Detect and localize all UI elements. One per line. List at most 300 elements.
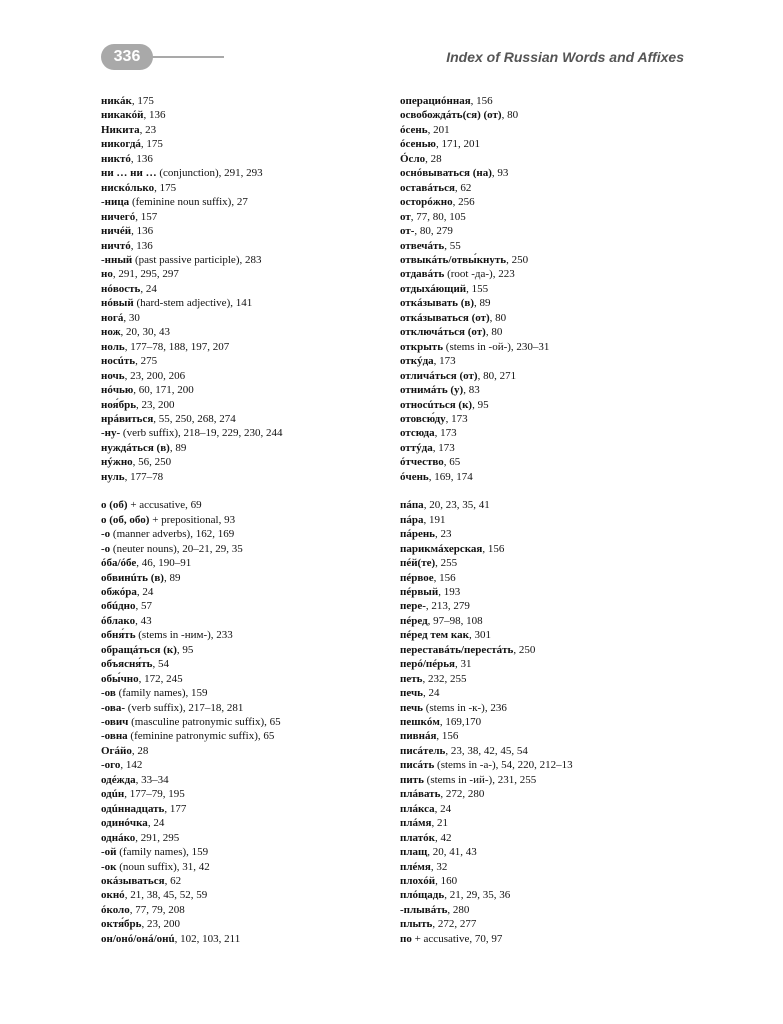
index-entry bbox=[101, 296, 371, 310]
index-entry bbox=[101, 123, 371, 137]
entry-references: (conjunction), 291, 293 bbox=[156, 167, 263, 180]
index-entry bbox=[101, 311, 371, 325]
index-entry bbox=[400, 296, 700, 310]
index-entry bbox=[101, 441, 371, 455]
entry-references: (stems in -а-), 54, 220, 212–13 bbox=[434, 759, 573, 772]
index-entry bbox=[101, 224, 371, 238]
headword: пéй(те) bbox=[400, 557, 436, 570]
index-entry bbox=[101, 369, 371, 383]
headword: -ок bbox=[101, 860, 117, 873]
index-entry bbox=[101, 210, 371, 224]
entry-references: , 33–34 bbox=[135, 773, 169, 786]
entry-references: , 89 bbox=[163, 571, 181, 584]
entry-references: , 93 bbox=[491, 167, 509, 180]
headword: пéрвый bbox=[400, 585, 439, 598]
index-entry bbox=[400, 787, 700, 801]
headword: обня́ть bbox=[101, 629, 136, 642]
index-entry bbox=[101, 643, 371, 657]
index-entry bbox=[400, 470, 700, 484]
entry-references: , 55 bbox=[444, 239, 461, 252]
index-entry bbox=[400, 585, 700, 599]
entry-references: , 173 bbox=[432, 441, 455, 454]
entry-references: , 95 bbox=[176, 643, 194, 656]
index-entry bbox=[101, 585, 371, 599]
index-entry bbox=[101, 787, 371, 801]
entry-references: , 177–79, 195 bbox=[124, 788, 185, 801]
header-rule bbox=[148, 56, 224, 58]
headword: óколо bbox=[101, 903, 130, 916]
page-number: 336 bbox=[101, 44, 153, 70]
headword: но bbox=[101, 268, 113, 281]
headword: платóк bbox=[400, 831, 435, 844]
headword: оснóвываться (на) bbox=[400, 167, 492, 180]
headword: операциóнная bbox=[400, 95, 471, 107]
entry-references: , 172, 245 bbox=[138, 672, 183, 685]
headword: пéред тем как bbox=[400, 629, 469, 642]
index-entry bbox=[400, 686, 700, 700]
entry-references: , 156 bbox=[482, 542, 505, 555]
entry-references: (stems in -к-), 236 bbox=[422, 701, 507, 714]
entry-references: , 83 bbox=[463, 384, 480, 397]
index-entry bbox=[101, 686, 371, 700]
headword: обжóра bbox=[101, 585, 137, 598]
entry-references: , 62 bbox=[164, 875, 182, 888]
entry-references: (masculine patronymic suffix), 65 bbox=[128, 716, 281, 729]
index-entry bbox=[400, 657, 700, 671]
entry-references: + prepositional, 93 bbox=[149, 513, 236, 526]
index-entry bbox=[101, 195, 371, 209]
index-entry bbox=[400, 571, 700, 585]
index-entry bbox=[400, 426, 700, 440]
headword: откýда bbox=[400, 355, 434, 368]
headword: о (об, обо) bbox=[101, 513, 150, 526]
entry-references: , 213, 279 bbox=[425, 600, 470, 613]
headword: он/онó/онá/онú bbox=[101, 932, 175, 945]
entry-references: , 156 bbox=[470, 95, 493, 107]
headword: -ница bbox=[101, 196, 130, 209]
headword: óба/óбе bbox=[101, 557, 137, 570]
headword: от bbox=[400, 210, 411, 223]
index-entry bbox=[101, 672, 371, 686]
entry-references: , 157 bbox=[135, 210, 158, 223]
headword: открыть bbox=[400, 340, 444, 353]
headword: нож bbox=[101, 326, 121, 339]
entry-references: , 23, 38, 42, 45, 54 bbox=[445, 744, 528, 757]
index-column-right bbox=[400, 94, 700, 946]
entry-references: (manner adverbs), 162, 169 bbox=[110, 528, 235, 541]
entry-references: , 272, 277 bbox=[432, 918, 477, 931]
entry-references: , 169,170 bbox=[439, 716, 482, 729]
headword: пéрвое bbox=[400, 571, 434, 584]
entry-references: , 136 bbox=[143, 109, 166, 122]
headword: от- bbox=[400, 225, 415, 238]
headword: -ова- bbox=[101, 701, 125, 714]
headword: переставáть/перестáть bbox=[400, 643, 514, 656]
index-entry bbox=[400, 542, 700, 556]
headword: нискóлько bbox=[101, 181, 155, 194]
headword: нóвый bbox=[101, 297, 134, 310]
headword: пере- bbox=[400, 600, 426, 613]
index-entry bbox=[400, 917, 700, 931]
headword: óсенью bbox=[400, 138, 436, 151]
index-entry bbox=[101, 498, 371, 512]
headword: одúн bbox=[101, 788, 125, 801]
index-entry bbox=[400, 628, 700, 642]
entry-references: , 95 bbox=[472, 398, 489, 411]
headword: отсюда bbox=[400, 427, 435, 440]
entry-references: , 24 bbox=[434, 802, 452, 815]
index-entry bbox=[400, 932, 700, 946]
headword: -нный bbox=[101, 253, 133, 266]
entry-references: , 301 bbox=[468, 629, 491, 642]
entry-references: (noun suffix), 31, 42 bbox=[116, 860, 210, 873]
index-entry bbox=[101, 874, 371, 888]
headword: никакóй bbox=[101, 109, 144, 122]
entry-references: (feminine noun suffix), 27 bbox=[129, 196, 248, 209]
entry-references: , 24 bbox=[140, 282, 157, 295]
entry-references: , 250 bbox=[506, 253, 529, 266]
headword: Огáйо bbox=[101, 744, 132, 757]
headword: плáвать bbox=[400, 788, 441, 801]
index-entry bbox=[101, 513, 371, 527]
index-entry bbox=[400, 744, 700, 758]
index-entry bbox=[400, 311, 700, 325]
entry-references: , 97–98, 108 bbox=[427, 614, 483, 627]
headword: плащ bbox=[400, 846, 428, 859]
index-entry bbox=[400, 94, 700, 108]
index-entry bbox=[400, 282, 700, 296]
headword: нуждáться (в) bbox=[101, 441, 170, 454]
index-entry bbox=[400, 845, 700, 859]
index-entry bbox=[400, 888, 700, 902]
headword: Óсло bbox=[400, 152, 426, 165]
index-entry bbox=[101, 239, 371, 253]
headword: оттýда bbox=[400, 441, 433, 454]
headword: -о bbox=[101, 542, 111, 555]
headword: отключáться (от) bbox=[400, 326, 486, 339]
index-entry bbox=[400, 181, 700, 195]
headword: отличáться (от) bbox=[400, 369, 478, 382]
entry-references: , 255 bbox=[435, 557, 458, 570]
headword: óсень bbox=[400, 123, 428, 136]
entry-references: , 20, 41, 43 bbox=[427, 846, 477, 859]
headword: плáмя bbox=[400, 817, 432, 830]
index-entry bbox=[400, 369, 700, 383]
headword: плóщадь bbox=[400, 889, 445, 902]
headword: одéжда bbox=[101, 773, 136, 786]
headword: носúть bbox=[101, 355, 136, 368]
headword: по bbox=[400, 932, 412, 945]
index-entry bbox=[400, 441, 700, 455]
entry-references: , 136 bbox=[130, 152, 153, 165]
entry-references: , 23 bbox=[435, 528, 452, 541]
entry-references: , 80 bbox=[501, 109, 519, 122]
entry-references: (verb suffix), 218–19, 229, 230, 244 bbox=[120, 427, 283, 440]
headword: однáко bbox=[101, 831, 136, 844]
headword: писáть bbox=[400, 759, 435, 772]
entry-references: , 155 bbox=[466, 282, 489, 295]
index-entry bbox=[101, 267, 371, 281]
entry-references: , 280 bbox=[447, 903, 470, 916]
entry-references: , 24 bbox=[422, 687, 440, 700]
headword: петь bbox=[400, 672, 423, 685]
headword: ничтó bbox=[101, 239, 131, 252]
headword: пáрень bbox=[400, 528, 435, 541]
headword: -ого bbox=[101, 759, 121, 772]
index-entry bbox=[101, 715, 371, 729]
headword: нрáвиться bbox=[101, 412, 154, 425]
entry-references: , 21, 29, 35, 36 bbox=[444, 889, 511, 902]
entry-references: , 89 bbox=[474, 297, 491, 310]
headword: нóчью bbox=[101, 384, 134, 397]
headword: отвыкáть/отвы́кнуть bbox=[400, 253, 507, 266]
headword: плáкса bbox=[400, 802, 435, 815]
index-entry bbox=[400, 860, 700, 874]
entry-references: , 24 bbox=[147, 817, 165, 830]
headword: объясня́ть bbox=[101, 658, 153, 671]
entry-references: (stems in -ним-), 233 bbox=[135, 629, 233, 642]
headword: никтó bbox=[101, 152, 131, 165]
index-entry bbox=[101, 94, 371, 108]
headword: откáзываться (от) bbox=[400, 311, 490, 324]
index-entry bbox=[101, 108, 371, 122]
index-entry bbox=[101, 354, 371, 368]
headword: óблако bbox=[101, 614, 136, 627]
headword: нóвость bbox=[101, 282, 141, 295]
headword: отдавáть bbox=[400, 268, 445, 281]
entry-references: , 175 bbox=[154, 181, 177, 194]
headword: ноль bbox=[101, 340, 125, 353]
entry-references: (verb suffix), 217–18, 281 bbox=[125, 701, 244, 714]
index-entry bbox=[101, 137, 371, 151]
headword: окнó bbox=[101, 889, 125, 902]
page-header bbox=[0, 0, 783, 80]
index-entry bbox=[101, 470, 371, 484]
index-entry bbox=[400, 903, 700, 917]
index-entry bbox=[101, 455, 371, 469]
entry-references: , 20, 23, 35, 41 bbox=[423, 499, 490, 512]
headword: -ну- bbox=[101, 427, 121, 440]
headword: оставáться bbox=[400, 181, 455, 194]
headword: пить bbox=[400, 773, 424, 786]
entry-references: (feminine patronymic suffix), 65 bbox=[127, 730, 275, 743]
index-entry bbox=[400, 239, 700, 253]
headword: -плывáть bbox=[400, 903, 448, 916]
entry-references: , 191 bbox=[423, 513, 446, 526]
entry-references: , 291, 295 bbox=[135, 831, 180, 844]
index-entry bbox=[101, 701, 371, 715]
index-entry bbox=[101, 340, 371, 354]
entry-references: , 89 bbox=[169, 441, 187, 454]
index-entry bbox=[400, 108, 700, 122]
entry-references: , 136 bbox=[131, 225, 154, 238]
entry-references: , 80, 279 bbox=[414, 225, 453, 238]
entry-references: , 54 bbox=[152, 658, 169, 671]
headword: одúннадцать bbox=[101, 802, 165, 815]
headword: отдыхáющий bbox=[400, 282, 467, 295]
entry-references: , 32 bbox=[430, 860, 448, 873]
headword: парикмáхерская bbox=[400, 542, 483, 555]
index-entry bbox=[400, 556, 700, 570]
headword: откáзывать (в) bbox=[400, 297, 474, 310]
entry-references: , 77, 80, 105 bbox=[410, 210, 466, 223]
entry-references: , 160 bbox=[435, 875, 458, 888]
index-entry bbox=[400, 715, 700, 729]
index-entry bbox=[101, 888, 371, 902]
entry-references: , 80 bbox=[489, 311, 507, 324]
entry-references: (hard-stem adjective), 141 bbox=[133, 297, 253, 310]
headword: нуль bbox=[101, 470, 125, 483]
headword: -ович bbox=[101, 716, 129, 729]
index-entry bbox=[400, 383, 700, 397]
headword: освобождáть(ся) (от) bbox=[400, 109, 502, 122]
headword: относúться (к) bbox=[400, 398, 473, 411]
index-entry bbox=[101, 628, 371, 642]
index-entry bbox=[400, 672, 700, 686]
entry-references: , 250 bbox=[513, 643, 536, 656]
index-entry bbox=[400, 195, 700, 209]
entry-references: , 169, 174 bbox=[428, 470, 473, 483]
entry-references: , 156 bbox=[433, 571, 456, 584]
index-entry bbox=[101, 917, 371, 931]
headword: отнимáть (у) bbox=[400, 384, 464, 397]
headword: óчень bbox=[400, 470, 429, 483]
entry-references: , 175 bbox=[140, 138, 163, 151]
entry-references: , 136 bbox=[130, 239, 153, 252]
headword: ни … ни … bbox=[101, 167, 157, 180]
headword: плéмя bbox=[400, 860, 431, 873]
index-entry bbox=[101, 398, 371, 412]
entry-references: , 173 bbox=[445, 412, 468, 425]
index-column-left bbox=[101, 94, 371, 946]
index-entry bbox=[400, 513, 700, 527]
headword: никáк bbox=[101, 95, 132, 107]
entry-references: , 201 bbox=[427, 123, 450, 136]
entry-references: , 177–78 bbox=[124, 470, 164, 483]
headword: отвечáть bbox=[400, 239, 445, 252]
index-entry bbox=[400, 614, 700, 628]
entry-references: , 256 bbox=[452, 196, 475, 209]
index-entry bbox=[400, 831, 700, 845]
headword: -овна bbox=[101, 730, 128, 743]
index-entry bbox=[400, 224, 700, 238]
index-entry bbox=[101, 773, 371, 787]
entry-references: , 291, 295, 297 bbox=[112, 268, 179, 281]
entry-references: , 20, 30, 43 bbox=[120, 326, 171, 339]
entry-references: , 56, 250 bbox=[132, 456, 172, 469]
headword: обращáться (к) bbox=[101, 643, 177, 656]
headword: пáра bbox=[400, 513, 424, 526]
index-entry bbox=[101, 412, 371, 426]
entry-references: (past passive participle), 283 bbox=[132, 253, 262, 266]
index-entry bbox=[101, 758, 371, 772]
entry-references: , 23, 200 bbox=[141, 918, 180, 931]
entry-references: , 60, 171, 200 bbox=[133, 384, 194, 397]
entry-references: , 142 bbox=[120, 759, 143, 772]
headword: октя́брь bbox=[101, 918, 142, 931]
index-entry bbox=[101, 845, 371, 859]
headword: пáпа bbox=[400, 499, 424, 512]
index-entry bbox=[101, 325, 371, 339]
index-entry bbox=[101, 571, 371, 585]
group-spacer bbox=[101, 484, 371, 498]
index-entry bbox=[400, 599, 700, 613]
headword: печь bbox=[400, 701, 423, 714]
index-entry bbox=[400, 354, 700, 368]
headword: плыть bbox=[400, 918, 433, 931]
headword: ногá bbox=[101, 311, 124, 324]
entry-references: , 42 bbox=[434, 831, 452, 844]
entry-references: , 31 bbox=[455, 658, 472, 671]
headword: печь bbox=[400, 687, 423, 700]
entry-references: , 21 bbox=[431, 817, 448, 830]
group-spacer bbox=[400, 484, 700, 498]
index-group bbox=[400, 498, 700, 946]
entry-references: , 28 bbox=[131, 744, 149, 757]
entry-references: , 21, 38, 45, 52, 59 bbox=[124, 889, 208, 902]
index-group bbox=[101, 94, 371, 484]
headword: окáзываться bbox=[101, 875, 165, 888]
entry-references: , 24 bbox=[136, 585, 154, 598]
index-entry bbox=[400, 455, 700, 469]
headword: ночь bbox=[101, 369, 125, 382]
index-entry bbox=[400, 802, 700, 816]
index-group bbox=[101, 498, 371, 946]
index-entry bbox=[400, 498, 700, 512]
headword: никогдá bbox=[101, 138, 141, 151]
entry-references: , 272, 280 bbox=[440, 788, 485, 801]
index-entry bbox=[101, 152, 371, 166]
entry-references: , 171, 201 bbox=[435, 138, 480, 151]
headword: ничéй bbox=[101, 225, 132, 238]
index-entry bbox=[101, 181, 371, 195]
headword: о (об) bbox=[101, 499, 128, 512]
entry-references: + accusative, 69 bbox=[127, 499, 202, 512]
index-entry bbox=[101, 282, 371, 296]
entry-references: , 173 bbox=[433, 355, 456, 368]
index-entry bbox=[101, 426, 371, 440]
index-entry bbox=[101, 903, 371, 917]
entry-references: (family names), 159 bbox=[116, 846, 209, 859]
index-entry bbox=[101, 599, 371, 613]
index-entry bbox=[101, 816, 371, 830]
index-entry bbox=[101, 383, 371, 397]
headword: -ов bbox=[101, 687, 116, 700]
entry-references: (root -да-), 223 bbox=[444, 268, 515, 281]
headword: ничегó bbox=[101, 210, 136, 223]
entry-references: , 23, 200, 206 bbox=[124, 369, 186, 382]
headword: отовсю́ду bbox=[400, 412, 446, 425]
entry-references: , 57 bbox=[135, 600, 153, 613]
headword: óтчество bbox=[400, 456, 444, 469]
index-entry bbox=[101, 831, 371, 845]
index-entry bbox=[101, 556, 371, 570]
index-entry bbox=[101, 253, 371, 267]
entry-references: , 23 bbox=[139, 123, 157, 136]
index-entry bbox=[400, 152, 700, 166]
index-entry bbox=[101, 729, 371, 743]
headword: Никита bbox=[101, 123, 140, 136]
entry-references: , 65 bbox=[443, 456, 461, 469]
index-entry bbox=[400, 643, 700, 657]
entry-references: , 80 bbox=[485, 326, 503, 339]
headword: плохóй bbox=[400, 875, 436, 888]
index-entry bbox=[400, 267, 700, 281]
index-entry bbox=[400, 729, 700, 743]
index-entry bbox=[400, 166, 700, 180]
entry-references: , 23, 200 bbox=[136, 398, 175, 411]
index-entry bbox=[400, 773, 700, 787]
